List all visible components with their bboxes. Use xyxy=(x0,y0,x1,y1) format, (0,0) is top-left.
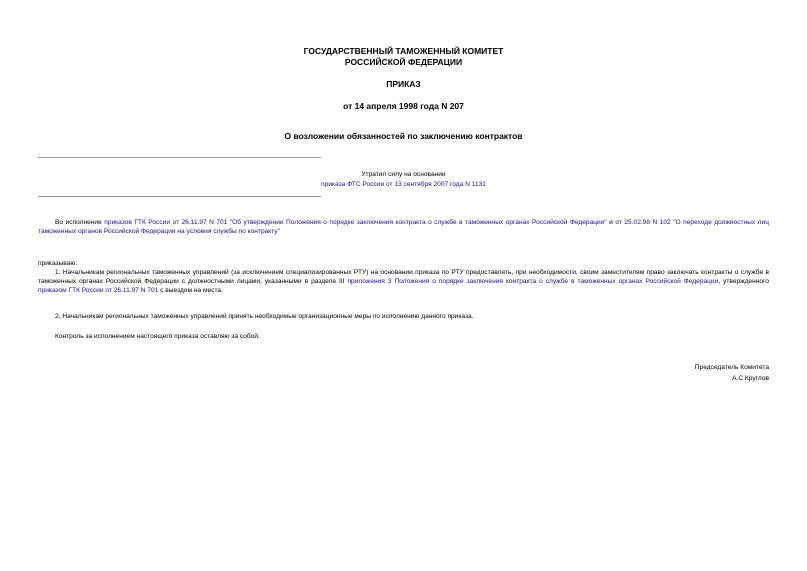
item-1-paragraph xyxy=(38,268,769,295)
preamble-text-2: и xyxy=(606,219,616,226)
order-102-link[interactable]: от 25.02.98 N 102 "О переходе должностных лиц таможенных органов Российской Федерации на условия службы по контракту" xyxy=(38,219,769,235)
order-word: приказываю: xyxy=(38,260,78,267)
item1-text-1: 1. Начальникам региональных таможенных управлений (за исключением специализированных РТУ) на основании приказа по РТУ предоставлять, при необходимости, своим заместителям право заключать контракты о службе в таможенных органах Российской Федерации с должностными лицами, указанными в разделе III xyxy=(38,269,769,285)
document-type: ПРИКАЗ xyxy=(386,79,421,89)
order-701-link[interactable]: приказов ГТК России от 26.11.97 N 701 "Об утверждении Положения о порядке заключения контракта о службе в таможенных органах Российской Федерации" xyxy=(104,219,607,226)
repeal-order-link[interactable]: приказа ФТС России от 13 сентября 2007 года N 1131 xyxy=(321,181,486,188)
document-title: О возложении обязанностей по заключению контрактов xyxy=(284,131,523,141)
item1-text-2: , утвержденного xyxy=(718,278,769,285)
control-paragraph: Контроль за исполнением настоящего приказа оставляю за собой. xyxy=(55,333,260,340)
order-701-approval-link[interactable]: приказом ГТК России от 26.11.97 N 701 xyxy=(38,287,159,294)
document-date: от 14 апреля 1998 года N 207 xyxy=(343,101,464,111)
preamble-paragraph xyxy=(38,218,769,236)
signature-title: Председатель Комитета xyxy=(694,364,769,371)
org-name-line2: РОССИЙСКОЙ ФЕДЕРАЦИИ xyxy=(344,57,463,67)
separator-top xyxy=(38,157,321,158)
org-name-line1: ГОСУДАРСТВЕННЫЙ ТАМОЖЕННЫЙ КОМИТЕТ xyxy=(303,46,504,56)
appendix-3-link[interactable]: приложения 3 Положения о порядке заключения контракта о службе в таможенных органах Российской Федерации xyxy=(347,278,719,285)
item1-text-3: с выездом на места. xyxy=(158,287,223,294)
signature-name: А.С.Круглов xyxy=(732,375,769,382)
repeal-note: Утратил силу на основании xyxy=(361,171,446,178)
repeal-note-link-row xyxy=(0,180,807,189)
separator-bottom xyxy=(38,196,321,197)
preamble-text-1: Во исполнение xyxy=(55,219,105,226)
item-2-paragraph: 2. Начальникам региональных таможенных управлений принять необходимые организационные меры по исполнению данного приказа. xyxy=(55,313,474,320)
